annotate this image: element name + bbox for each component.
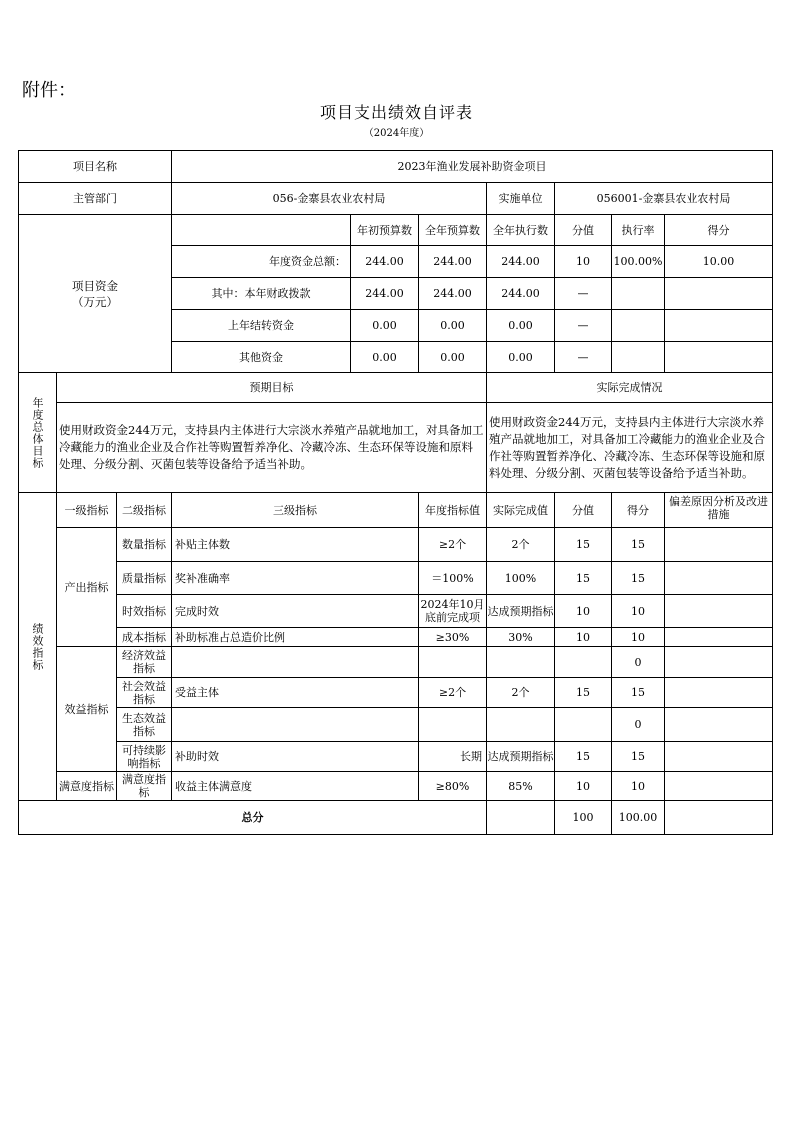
funds-row-name: 其中：本年财政拨款 [211, 287, 311, 300]
indicator-header: 分值 [572, 503, 594, 517]
dept-label: 主管部门 [73, 192, 117, 205]
funds-row-rate [612, 310, 664, 341]
value-cell: 10 [576, 604, 590, 618]
funds-row-score [665, 278, 772, 309]
value-cell [555, 647, 611, 677]
actual-cell: 85% [508, 779, 533, 793]
note-cell [665, 595, 772, 627]
funds-row-score [665, 342, 772, 372]
funds-row-score_value: — [577, 287, 589, 300]
funds-row-annual: 244.00 [433, 255, 472, 268]
funds-header: 全年执行数 [493, 223, 548, 237]
level2-cell: 经济效益指标 [122, 649, 166, 675]
score-cell: 15 [631, 686, 645, 699]
unit-label: 实施单位 [498, 192, 543, 205]
level2-cell: 社会效益指标 [122, 679, 166, 706]
funds-row-init: 0.00 [372, 319, 397, 332]
dept-value: 056-金寨县农业农村局 [272, 192, 386, 205]
total-score: 100.00 [618, 811, 658, 824]
target-cell [419, 647, 486, 677]
funds-header: 执行率 [621, 223, 655, 237]
score-cell: 0 [634, 718, 642, 731]
funds-row-exec: 0.00 [508, 350, 533, 364]
indicator-header: 二级指标 [122, 503, 166, 517]
level2-cell: 时效指标 [122, 604, 166, 618]
level2-cell: 满意度指标 [122, 773, 166, 799]
actual-cell [487, 647, 554, 677]
table-rule [664, 800, 665, 835]
level1-satisfaction: 满意度指标 [59, 779, 114, 793]
level2-cell: 生态效益指标 [122, 711, 166, 738]
actual-cell: 2个 [511, 538, 530, 551]
note-cell [665, 562, 772, 594]
level2-cell: 数量指标 [122, 538, 166, 551]
funds-row-rate [612, 342, 664, 372]
attachment-label: 附件： [22, 80, 76, 101]
score-cell: 15 [631, 750, 645, 763]
page-title: 项目支出绩效自评表 [319, 103, 473, 122]
level2-cell: 可持续影响指标 [122, 743, 166, 770]
indicator-header: 一级指标 [64, 503, 109, 517]
value-cell: 10 [576, 630, 590, 644]
level3-cell: 补助时效 [175, 750, 219, 763]
funds-row-name: 上年结转资金 [228, 319, 294, 332]
funds-row-name: 其他资金 [239, 350, 283, 364]
project-name-label: 项目名称 [73, 160, 117, 173]
actual-cell: 100% [504, 571, 537, 585]
value-cell: 15 [576, 571, 590, 585]
funds-row-score: 10.00 [702, 255, 735, 268]
level3-cell: 受益主体 [175, 686, 219, 699]
goals-label: 年度总体目标 [31, 396, 44, 469]
total-value: 100 [572, 811, 594, 824]
goals-actual-label: 实际完成情况 [596, 381, 663, 394]
actual-cell: 达成预期指标 [487, 750, 554, 763]
project-name-value: 2023年渔业发展补助资金项目 [397, 160, 547, 173]
score-cell: 15 [631, 571, 645, 585]
note-cell [665, 528, 772, 561]
funds-header: 分值 [572, 223, 594, 237]
goals-actual-text: 使用财政资金244万元，支持县内主体进行大宗淡水养殖产品就地加工，对具备加工冷藏能力的渔业企业及合作社等购置暂养净化、冷藏冷冻、生态环保等设施和原料处理、分级分割、灭菌包装等设备给予适当补助。 [489, 414, 765, 480]
level1-output: 产出指标 [64, 580, 109, 594]
funds-row-init: 0.00 [372, 350, 397, 364]
value-cell: 15 [576, 538, 590, 551]
note-cell [665, 647, 772, 677]
score-cell: 10 [631, 630, 645, 644]
level3-cell: 补贴主体数 [175, 538, 230, 551]
actual-cell [487, 708, 554, 741]
goals-expected-label: 预期目标 [249, 381, 294, 394]
note-cell [665, 772, 772, 800]
target-cell: ≥2个 [438, 686, 467, 699]
indicator-header: 得分 [627, 503, 649, 517]
page-subtitle-year: （2024年度） [363, 128, 430, 139]
indicators-label: 绩效指标 [31, 622, 44, 671]
score-cell: 10 [631, 604, 645, 618]
target-cell: ＝100% [431, 571, 474, 585]
value-cell: 15 [576, 686, 590, 699]
target-cell: 长期 [460, 750, 482, 763]
funds-row-annual: 0.00 [440, 319, 465, 332]
funds-header: 得分 [707, 223, 730, 237]
funds-row-annual: 244.00 [433, 287, 472, 300]
goals-expected-text: 使用财政资金244万元，支持县内主体进行大宗淡水养殖产品就地加工，对具备加工冷藏能力的渔业企业及合作社等购置暂养净化、冷藏冷冻、生态环保等设施和原料处理、分级分割、灭菌包装等设备给予适当补助。 [59, 423, 484, 471]
funds-row-score_value: — [577, 350, 589, 364]
indicator-header: 年度指标值 [425, 503, 480, 517]
indicator-header: 实际完成值 [493, 503, 548, 517]
level1-benefit: 效益指标 [64, 702, 109, 716]
table-rule [486, 800, 487, 835]
score-cell: 0 [634, 655, 642, 669]
funds-row-score_value: 10 [576, 255, 590, 268]
target-cell: ≥80% [435, 779, 470, 793]
note-cell [665, 742, 772, 771]
level2-cell: 成本指标 [122, 630, 166, 644]
value-cell: 15 [576, 750, 590, 763]
actual-cell: 30% [508, 630, 533, 644]
funds-row-score_value: — [577, 319, 589, 332]
target-cell: ≥30% [435, 630, 470, 644]
level3-cell: 完成时效 [175, 604, 219, 618]
funds-header: 全年预算数 [425, 223, 480, 237]
target-cell: 2024年10月底前完成项 [420, 598, 485, 624]
level3-cell: 补助标准占总造价比例 [175, 630, 285, 644]
funds-row-name: 年度资金总额： [269, 255, 346, 268]
note-cell [665, 708, 772, 741]
actual-cell: 达成预期指标 [487, 604, 554, 618]
funds-row-rate: 100.00% [613, 255, 663, 268]
funds-header: 年初预算数 [357, 223, 412, 237]
funds-row-rate [612, 278, 664, 309]
funds-row-exec: 244.00 [501, 287, 540, 300]
funds-row-exec: 0.00 [508, 319, 533, 332]
note-cell [665, 678, 772, 707]
level3-cell: 收益主体满意度 [175, 779, 252, 793]
unit-value: 056001-金寨县农业农村局 [596, 192, 731, 205]
score-cell: 15 [631, 538, 645, 551]
value-cell: 10 [576, 779, 590, 793]
indicator-header: 偏差原因分析及改进措施 [669, 495, 768, 521]
level2-cell: 质量指标 [122, 571, 166, 585]
funds-row-init: 244.00 [365, 255, 404, 268]
target-cell [419, 708, 486, 741]
actual-cell: 2个 [511, 686, 530, 699]
target-cell: ≥2个 [438, 538, 467, 551]
note-cell [665, 628, 772, 646]
funds-row-init: 244.00 [365, 287, 404, 300]
value-cell [555, 708, 611, 741]
total-label: 总分 [241, 811, 264, 824]
indicator-header: 三级指标 [273, 503, 317, 517]
funds-row-exec: 244.00 [501, 255, 540, 268]
score-cell: 10 [631, 779, 645, 793]
funds-row-annual: 0.00 [440, 350, 465, 364]
funds-row-score [665, 310, 772, 341]
level3-cell [172, 708, 418, 741]
level3-cell [172, 647, 418, 677]
level3-cell: 奖补准确率 [175, 571, 230, 585]
table-rule [18, 834, 773, 835]
funds-label: 项目资金 （万元） [72, 278, 118, 309]
